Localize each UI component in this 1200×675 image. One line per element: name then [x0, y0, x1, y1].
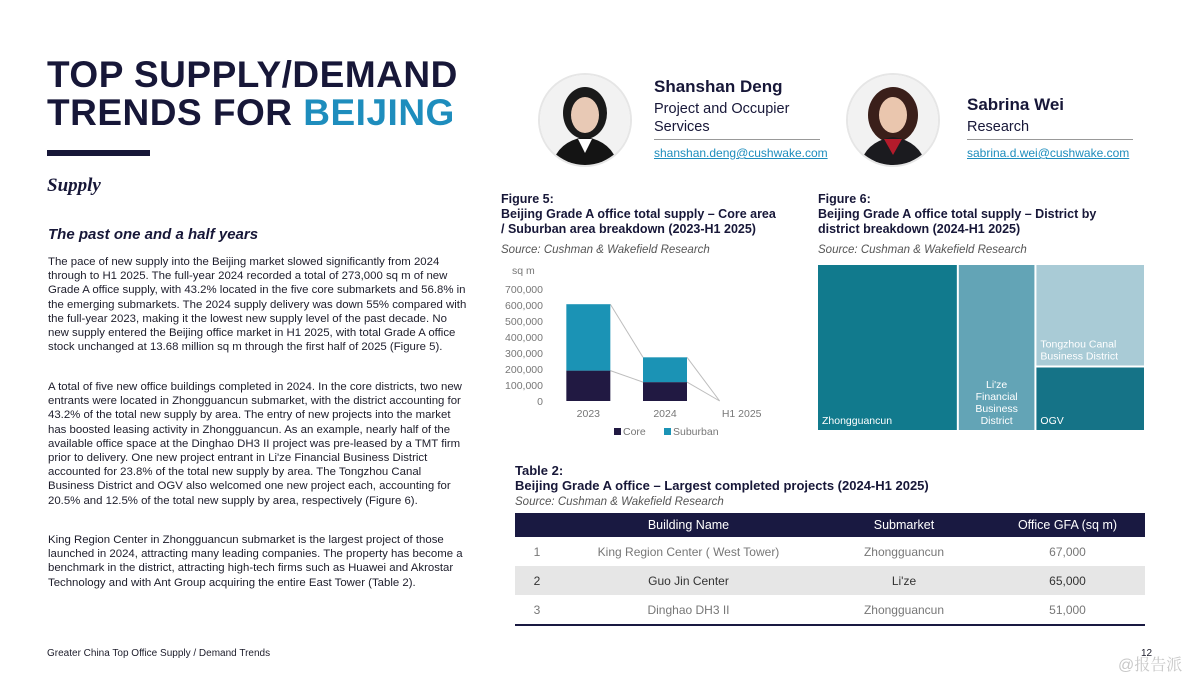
contact-1-name: Shanshan Deng	[654, 77, 783, 96]
section-heading: Supply	[47, 175, 101, 196]
y-tick-label: 0	[537, 396, 543, 408]
cell-submarket: Li'ze	[818, 566, 990, 595]
table-header-row	[515, 513, 1145, 537]
treemap-label-line: Business District	[1040, 350, 1119, 363]
figure-6-treemap	[818, 265, 1144, 430]
figure-6-caption-line-1: Beijing Grade A office total supply – District by	[818, 207, 1097, 221]
treemap-label-zhongguancun: Zhongguancun	[822, 415, 893, 427]
table-row	[515, 595, 1145, 625]
cell-submarket: Zhongguancun	[863, 544, 945, 559]
y-tick-label: 700,000	[505, 284, 543, 296]
legend-label-core: Core	[623, 426, 646, 438]
contact-1-role	[654, 100, 789, 136]
avatar-shanshan-deng	[538, 73, 632, 167]
x-tick-label: 2024	[653, 408, 677, 420]
contact-2-email-link[interactable]: sabrina.d.wei@cushwake.com	[967, 146, 1130, 160]
figure-5-caption-line-1: Beijing Grade A office total supply – Core area	[501, 207, 776, 221]
bar-suburban-2024	[643, 357, 687, 382]
y-tick-label: 600,000	[505, 300, 543, 312]
cell-index: 2	[515, 566, 559, 595]
paragraph-2: A total of five new office buildings completed in 2024. In the core districts, two new entrants were located in Zhongguancun submarket, with the district accounting for 43.2% of the total new supply by area. The entry of new projects into the market has boosted leasing activity in Zhongguancun. As an example, nearly half of the available office space at the Dinghao DH3 II project was pre-leased by a TMT firm prior to delivery. One new project entrant in Li'ze Financial Business District accounted for 23.8% of the total new supply by area. The Tongzhou Canal Business District and OGV also welcomed one new project each, accounting for 20.5% and 12.5% of the total new supply by area, respectively (Figure 6).	[48, 381, 462, 507]
treemap-label-line: Business	[975, 403, 1018, 415]
y-axis-unit-label: sq m	[512, 265, 535, 277]
y-tick-label: 300,000	[505, 348, 543, 360]
footer-text: Greater China Top Office Supply / Demand Trends	[47, 648, 271, 659]
table-2-source: Source: Cushman & Wakefield Research	[515, 496, 724, 508]
paragraph-3: King Region Center in Zhongguancun submarket is the largest project of those launched in 2024, attracting many leading companies. The property has become a benchmark in the district, attracting high-tech firms such as Huawei and Akrostar Technology and with Ant Group acquiring the entire East Tower (Table 2).	[48, 534, 463, 589]
figure-5-stacked-bar-chart	[490, 260, 790, 445]
title-divider	[47, 150, 150, 156]
column-header-building-name: Building Name	[559, 513, 818, 537]
contact-2-name: Sabrina Wei	[967, 95, 1064, 114]
cell-index: 1	[533, 544, 541, 559]
figure-6-caption-line-2: district breakdown (2024-H1 2025)	[818, 222, 1021, 236]
cell-index: 3	[515, 595, 559, 625]
cell-office-gfa: 67,000	[1049, 544, 1086, 559]
cell-building-name: King Region Center ( West Tower)	[597, 544, 780, 559]
person-portrait-icon	[540, 75, 630, 165]
table-2-largest-projects	[515, 513, 1145, 626]
title-line-1: TOP SUPPLY/DEMAND	[47, 54, 458, 95]
y-tick-label: 400,000	[505, 332, 543, 344]
trend-connector-line	[610, 371, 643, 383]
title-accent: BEIJING	[303, 92, 455, 133]
table-2-caption	[515, 463, 929, 493]
y-tick-label: 200,000	[505, 364, 543, 376]
legend-swatch-core	[614, 428, 621, 435]
legend-label-suburban: Suburban	[673, 426, 719, 438]
figure-5-source: Source: Cushman & Wakefield Research	[501, 244, 710, 256]
figure-5-caption	[501, 192, 776, 237]
x-tick-label: 2023	[576, 408, 601, 420]
treemap-label-line: Tongzhou Canal	[1040, 338, 1117, 351]
trend-connector-line	[687, 357, 720, 401]
table-2-label: Table 2:	[515, 463, 564, 478]
cell-submarket: Zhongguancun	[818, 595, 990, 625]
table-2-caption-text: Beijing Grade A office – Largest completed projects (2024-H1 2025)	[515, 478, 929, 493]
figure-6-source: Source: Cushman & Wakefield Research	[818, 244, 1027, 256]
cell-building-name: Dinghao DH3 II	[559, 595, 818, 625]
trend-connector-line	[610, 304, 643, 357]
bar-core-2023	[566, 371, 610, 401]
cell-office-gfa: 51,000	[990, 595, 1145, 625]
figure-6-caption	[818, 192, 1096, 237]
legend-swatch-suburban	[664, 428, 671, 435]
page-number: 12	[1141, 648, 1153, 659]
y-tick-label: 100,000	[505, 380, 543, 392]
table-row	[515, 537, 1145, 566]
treemap-label-ogv: OGV	[1040, 415, 1064, 427]
column-header-office-gfa: Office GFA (sq m)	[990, 513, 1145, 537]
treemap-cell-zhongguancun	[818, 265, 957, 430]
title-line-2	[47, 94, 458, 132]
avatar-sabrina-wei	[846, 73, 940, 167]
table-row	[515, 566, 1145, 595]
cell-office-gfa: 65,000	[990, 566, 1145, 595]
column-header-submarket: Submarket	[818, 513, 990, 537]
cell-building-name: Guo Jin Center	[559, 566, 818, 595]
column-header-index	[515, 513, 559, 537]
treemap-label-line: Li'ze	[985, 379, 1008, 391]
x-tick-label: H1 2025	[721, 408, 762, 420]
figure-6-label: Figure 6:	[818, 192, 871, 206]
y-tick-label: 500,000	[505, 316, 543, 328]
contact-1-email-link[interactable]: shanshan.deng@cushwake.com	[654, 146, 828, 160]
person-portrait-icon	[848, 75, 938, 165]
page-title	[47, 56, 458, 132]
treemap-label-line: Financial	[975, 391, 1018, 403]
bar-suburban-2023	[566, 304, 610, 370]
title-line-2-prefix: TRENDS FOR	[47, 92, 304, 133]
contact-1-divider	[654, 139, 820, 140]
treemap-label-line: District	[980, 415, 1013, 427]
figure-5-label: Figure 5:	[501, 192, 554, 206]
paragraph-1: The pace of new supply into the Beijing market slowed significantly from 2024 through to H1 2025. The full-year 2024 recorded a total of 273,000 sq m of new Grade A office supply, with 43.2% located in the five core submarkets and 56.8% in the emerging submarkets. The 2024 supply delivery was down 55% compared with the full-year 2023, making it the lowest new supply level of the past decade. No new supply entered the Beijing office market in H1 2025, with total Grade A office stock unchanged at 13.68 million sq m through the first half of 2025 (Figure 5).	[48, 256, 467, 354]
subheading: The past one and a half years	[48, 226, 259, 243]
contact-1-role-line-1: Project and Occupier	[654, 101, 790, 117]
figure-5-caption-line-2: / Suburban area breakdown (2023-H1 2025)	[501, 222, 756, 236]
contact-1-role-line-2: Services	[654, 119, 710, 135]
contact-2-role: Research	[967, 119, 1030, 135]
bar-core-2024	[643, 382, 687, 401]
trend-connector-line	[687, 382, 720, 401]
contact-2-divider	[967, 139, 1133, 140]
watermark: @报告派	[1118, 657, 1183, 674]
